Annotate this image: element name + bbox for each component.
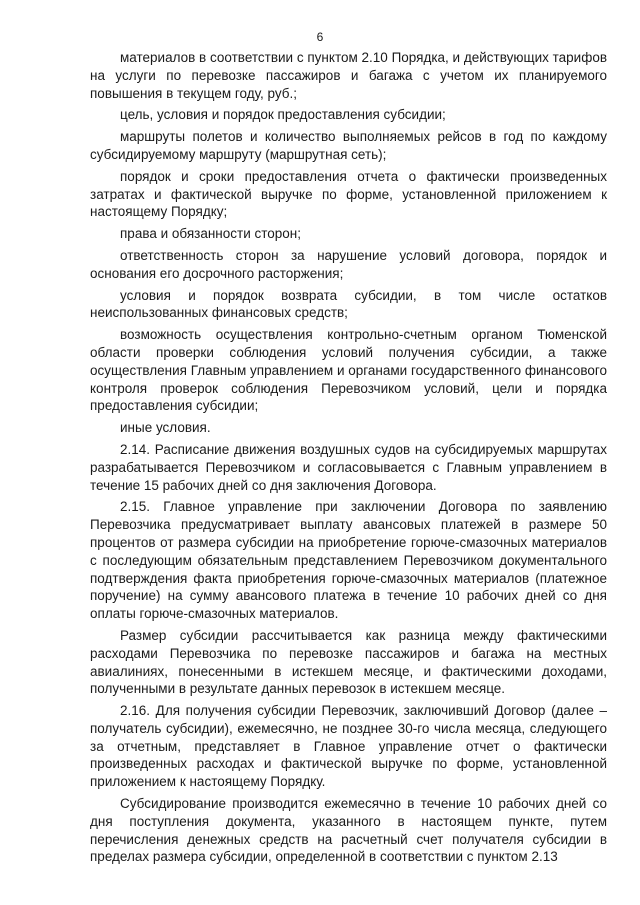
paragraph-6: ответственность сторон за нарушение условий договора, порядок и основания его досрочного расторжения; [90, 247, 607, 281]
page-number: 6 [316, 30, 324, 44]
paragraph-5: права и обязанности сторон; [120, 226, 302, 242]
paragraph-1: материалов в соответствии с пунктом 2.10 Порядка, и действующих тарифов на услуги по перевозке пассажиров и багажа с учетом их планируемого повышения в текущем году, руб.; [90, 50, 607, 101]
paragraph-2-14: 2.14. Расписание движения воздушных судов на субсидируемых маршрутах разрабатывается Перевозчиком и согласовывается с Главным управлением в течение 15 рабочих дней со дня заключения Договора. [90, 441, 607, 493]
document-body [90, 49, 607, 870]
paragraph-9: иные условия. [120, 420, 211, 436]
paragraph-subsidy-size: Размер субсидии рассчитывается как разница между фактическими расходами Перевозчика по перевозке пассажиров и багажа на местных авиалиниях, понесенными в истекшем месяце, и фактическими доходами, полученными в результате данных перевозок в истекшем месяце. [90, 627, 607, 697]
paragraph-2-15: 2.15. Главное управление при заключении Договора по заявлению Перевозчика предусматривает выплату авансовых платежей в размере 50 процентов от размера субсидии на приобретение горюче-смазочных материалов с последующим обязательным представлением Перевозчиком документального подтверждения факта приобретения горюче-смазочных материалов (платежное поручение) на сумму авансового платежа в течение 10 рабочих дней со дня оплаты горюче-смазочных материалов. [90, 499, 607, 622]
paragraph-2: цель, условия и порядок предоставления субсидии; [120, 107, 446, 123]
paragraph-3: маршруты полетов и количество выполняемых рейсов в год по каждому субсидируемому маршруту (маршрутная сеть); [90, 129, 607, 162]
paragraph-4: порядок и сроки предоставления отчета о фактически произведенных затратах и фактической выручке по форме, установленной приложением к настоящему Порядку; [90, 168, 607, 220]
paragraph-2-16: 2.16. Для получения субсидии Перевозчик, заключивший Договор (далее – получатель субсидии), ежемесячно, не позднее 30-го числа месяца, следующего за отчетным, представляет в Главное управление отчет о фактически произведенных расходах и фактической выручке по форме, установленной приложением к настоящему Порядку. [90, 703, 607, 790]
paragraph-subsidy-payment: Субсидирование производится ежемесячно в течение 10 рабочих дней со дня поступления документа, указанного в настоящем пункте, путем перечисления денежных средств на расчетный счет получателя субсидии в пределах размера субсидии, определенной в соответствии с пунктом 2.13 [90, 796, 607, 865]
paragraph-8: возможность осуществления контрольно-счетным органом Тюменской области проверки соблюдения условий получения субсидии, а также осуществления Главным управлением и органами государственного финансового контроля проверок соблюдения Перевозчиком условий, цели и порядка предоставления субсидии; [90, 327, 607, 414]
paragraph-7: условия и порядок возврата субсидии, в том числе остатков неиспользованных финансовых средств; [90, 287, 607, 321]
